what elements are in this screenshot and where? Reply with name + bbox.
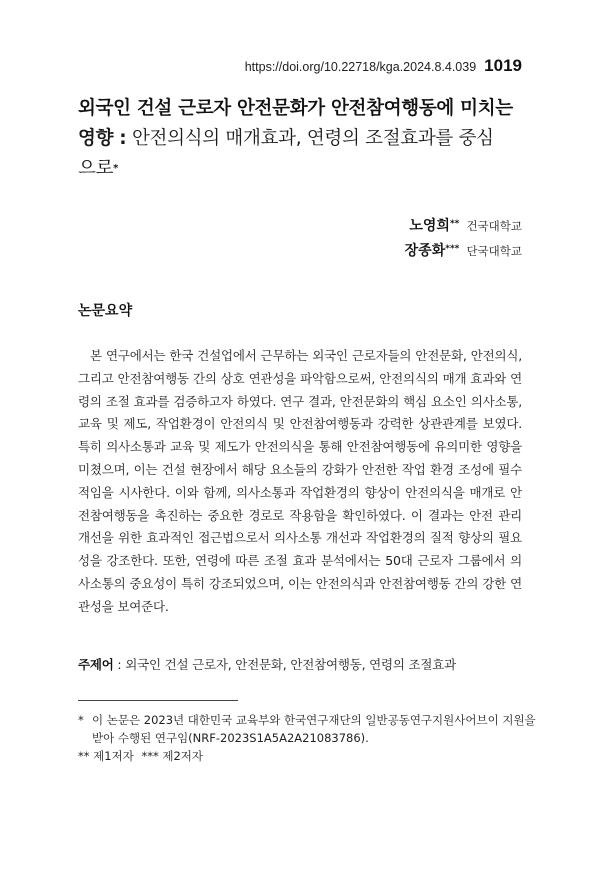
keywords [78, 655, 538, 673]
keywords-label: 주제어 [78, 657, 114, 672]
author-name: 노영희 [409, 218, 450, 234]
author-affiliation: 단국대학교 [466, 244, 522, 258]
abstract-heading: 논문요약 [78, 303, 133, 319]
author-mark: ** [449, 219, 460, 229]
title-footnote-mark[interactable]: * [113, 163, 119, 174]
second-author-note: *** 제2저자 [141, 749, 204, 763]
funding-text: 이 논문은 2023년 대한민국 교육부와 한국연구재단의 일반공동연구지원사어브이 지원을 받아 수행된 연구임(NRF-2023S1A5A2A21083786). [92, 713, 536, 745]
title-line-1: 외국인 건설 근로자 안전문화가 안전참여행동에 미치는 [78, 98, 513, 119]
title-subtitle-prefix: 영향 : [78, 128, 127, 149]
title-subtitle: 안전의식의 매개효과, 연령의 조절효과를 중심 [126, 128, 494, 149]
page-number: 1019 [484, 56, 522, 75]
doi-link[interactable]: https://doi.org/10.22718/kga.2024.8.4.039 [244, 60, 477, 74]
article-title [78, 94, 538, 184]
author-entry [405, 213, 522, 238]
footnote-divider [78, 700, 238, 701]
title-line-3 [78, 154, 538, 184]
funding-footnote [78, 711, 538, 747]
author-entry [405, 238, 522, 263]
title-line-2 [78, 124, 538, 154]
keywords-separator: : [113, 657, 126, 672]
author-affiliation: 건국대학교 [466, 219, 522, 233]
keywords-text: 외국인 건설 근로자, 안전문화, 안전참여행동, 연령의 조절효과 [125, 657, 457, 672]
title-subtitle-end: 으로 [78, 158, 114, 179]
abstract-body: 본 연구에서는 한국 건설업에서 근무하는 외국인 근로자들의 안전문화, 안전의식, 그리고 안전참여행동 간의 상호 연관성을 파악함으로써, 안전의식의 매개 효과와 연령의 조절 효과를 검증하고자 하였다. 연구 결과, 안전문화의 핵심 요소인 의사소통, 교육 및 제도, 작업환경이 안전의식 및 안전참여행동과 강력한 상관관계를 보였다. 특히 의사소통과 교육 및 제도가 안전의식을 통해 안전참여행동에 유의미한 영향을 미쳤으며, 이는 건설 현장에서 해당 요소들의 강화가 안전한 작업 환경 조성에 필수적임을 시사한다. 이와 함께, 의사소통과 작업환경의 향상이 안전의식을 매개로 안전참여행동을 촉진하는 중요한 경로로 작용함을 확인하였다. 이 결과는 안전 관리 개선을 위한 효과적인 접근법으로서 의사소통 개선과 작업환경의 질적 향상의 필요성을 강조한다. 또한, 연령에 따른 조절 효과 분석에서는 50대 근로자 그룹에서 의사소통의 중요성이 특히 강조되었으며, 이는 안전의식과 안전참여행동 간의 강한 연관성을 보여준다. [78, 348, 522, 614]
author-roles-footnote [78, 748, 207, 764]
footnote-mark: * [78, 713, 84, 727]
author-name: 장종화 [404, 243, 446, 259]
author-mark: *** [445, 244, 460, 254]
first-author-note: ** 제1저자 [78, 749, 134, 763]
page-header [245, 56, 522, 76]
author-list [405, 213, 522, 263]
